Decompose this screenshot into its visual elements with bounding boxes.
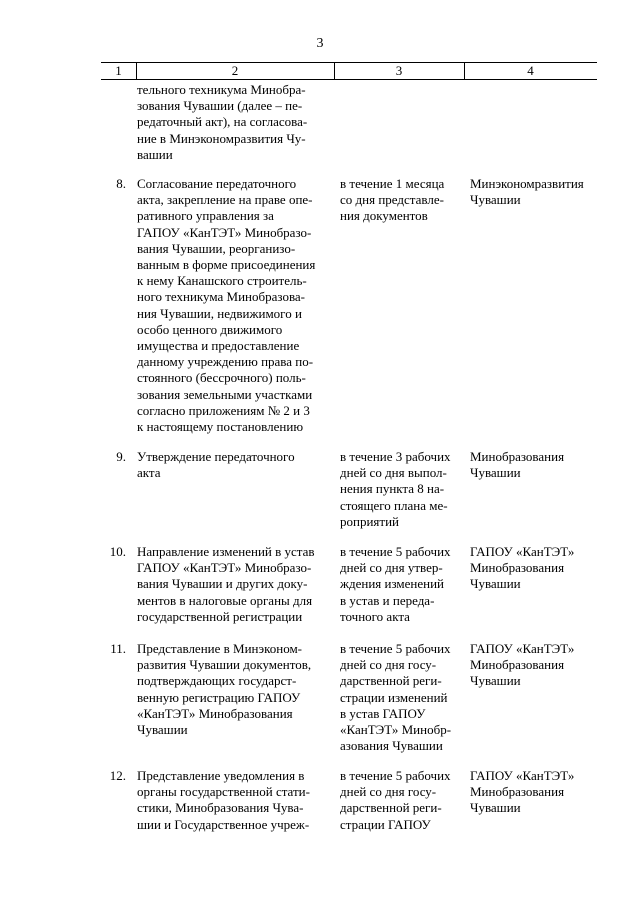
row-term: в течение 5 рабочих дней со дня утвер- ждения изменений в устав и переда- точного акта: [340, 544, 451, 624]
row-action: Представление в Минэконом- развития Чувашии документов, подтверждающих государст- венную регистрацию ГАПОУ «КанТЭТ» Минобразования Чувашии: [137, 641, 312, 738]
page-number: 3: [316, 36, 324, 51]
row-responsible: ГАПОУ «КанТЭТ» Минобразования Чувашии: [470, 544, 575, 592]
row-action: Согласование передаточного акта, закрепление на праве опе- ративного управления за ГАПОУ «КанТЭТ» Минобразо- вания Чувашии, реорганизо- ванным в форме присоединения к нему Канашского строитель- ного техникума Минобразова- ния Чувашии, недвижимого и особо ценного движимого имущества и предоставление данному учреждению права по- стоянного (бессрочного) поль- зования земельными участками согласно приложениям № 2 и 3 к настоящему постановлению: [137, 176, 316, 435]
header-col-1: 1: [115, 63, 122, 78]
row-action: Представление уведомления в органы государственной стати- стики, Минобразования Чува- шии и Государственное учреж-: [137, 768, 310, 832]
row-number: 8.: [116, 176, 126, 191]
row-responsible: ГАПОУ «КанТЭТ» Минобразования Чувашии: [470, 768, 575, 816]
row-action: Утверждение передаточного акта: [137, 449, 295, 481]
row-term: в течение 3 рабочих дней со дня выпол- нения пункта 8 на- стоящего плана ме- роприятий: [340, 449, 451, 529]
row-term: в течение 1 месяца со дня представле- ния документов: [340, 176, 445, 224]
continuation-text: тельного техникума Минобра- зования Чувашии (далее – пе- редаточный акт), на согласова- ние в Минэкономразвития Чу- вашии: [137, 82, 308, 162]
row-responsible: Минэкономразвития Чувашии: [470, 176, 584, 208]
row-number: 10.: [109, 544, 126, 559]
row-number: 9.: [116, 449, 126, 464]
row-term: в течение 5 рабочих дней со дня госу- дарственной реги- страции ГАПОУ: [340, 768, 451, 832]
row-responsible: ГАПОУ «КанТЭТ» Минобразования Чувашии: [470, 641, 575, 689]
header-col-4: 4: [527, 63, 534, 78]
header-col-2: 2: [231, 63, 239, 78]
row-action: Направление изменений в устав ГАПОУ «КанТЭТ» Минобразо- вания Чувашии и других доку- ментов в налоговые органы для государственной регистрации: [137, 544, 315, 624]
header-col-3: 3: [395, 63, 403, 78]
row-number: 11.: [110, 641, 126, 656]
table-header: [101, 62, 597, 80]
row-term: в течение 5 рабочих дней со дня госу- дарственной реги- страции изменений в устав ГАПОУ «КанТЭТ» Минобр- азования Чувашии: [340, 641, 452, 754]
row-number: 12.: [109, 768, 126, 783]
row-responsible: Минобразования Чувашии: [470, 449, 565, 481]
